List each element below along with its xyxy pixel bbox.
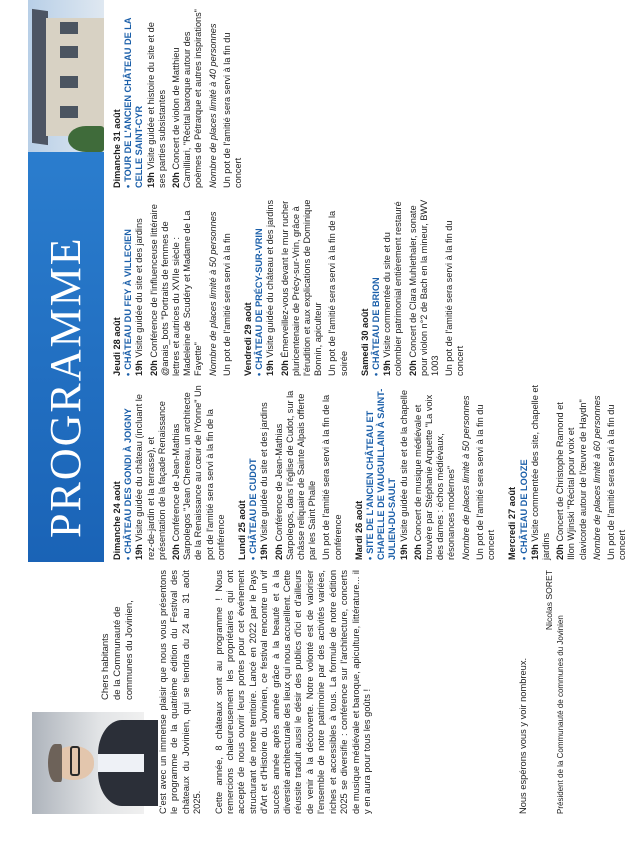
event-text: Concert de musique médiévale et trouvère par Stéphanie Arquette "La voix des dames : échos médiévaux, résonances modernes" (412, 394, 457, 560)
day-date: Dimanche 24 août (112, 481, 122, 560)
intro-paragraph: Cette année, 8 châteaux sont au programme ! Nous remercions chaleureusement les propriétaires qui ont accepté de nous ouvrir leurs portes pour cet événement structurant de notre territoire. Lancé en 2022 par le Pays d'Art et d'Histoire du Jovinien, ce festival rencontre un vif succès année après année grâce à la beauté et à la diversité architecturale des lieux qui nous accueillent. Cette réussite traduit aussi le désir des publics d'ici et d'ailleurs de venir à la découverte. Notre volonté est de valoriser l'ensemble de notre patrimoine par des activités variées, riches et accessibles à tous. La formule de notre édition 2025 se diversifie : conférence sur l'architecture, concerts de musique médiévale et baroque, apiculture, littérature... il y en aura pour tous les goûts ! (213, 570, 372, 814)
event-text: Nombre de places limité à 40 personnes (207, 23, 218, 188)
event-text: Conférence de Jean-Mathias Sarpolegos, dans l'église de Cudot, sur la châsse reliquaire de Sainte Alpais offerte par les Saint Phalle (273, 390, 318, 560)
program-column (112, 196, 582, 376)
event-hour: 19h (382, 360, 393, 376)
venue-name (371, 196, 382, 376)
program-day (112, 384, 227, 560)
program-day (112, 196, 233, 376)
venue-name (123, 196, 134, 376)
venue-label: CHÂTEAU DES GONDI À JOIGNY (123, 408, 134, 554)
president-photo (32, 712, 144, 814)
day-date: Dimanche 31 août (112, 109, 122, 188)
event-hour: 19h (529, 544, 540, 560)
program-event (134, 196, 145, 376)
event-hour: 19h (134, 544, 145, 560)
program-event (259, 384, 270, 560)
greeting-line: communes du Jovinien, (124, 600, 135, 700)
program-event (265, 196, 276, 376)
venue-name (254, 196, 265, 376)
program-event (592, 384, 603, 560)
bullet-icon: • (254, 372, 265, 376)
event-text: Concert de Clara Muhlethaler, sonate pour violon n°2 de Bach en la mineur, BWV 1003 (407, 199, 441, 376)
program-event (408, 196, 442, 376)
program-event (444, 196, 466, 376)
program-day (360, 196, 467, 376)
day-date: Mercredi 27 août (507, 486, 518, 560)
program-event (321, 384, 343, 560)
program-event (171, 384, 227, 560)
event-hour: 19h (398, 544, 409, 560)
program-event (208, 196, 219, 376)
closing-line: Nous espérons vous y voir nombreux. (518, 657, 528, 814)
greeting (100, 600, 136, 700)
venue-label: TOUR DE L'ANCIEN CHÂTEAU DE LA CELLE SAINT-CYR (123, 17, 145, 188)
event-text: Nombre de places limité à 60 personnes (591, 395, 602, 560)
program-event (171, 6, 205, 188)
event-text: Visite guidée du château (incluant le rez-de-jardin et la terrasse), et présentation de la façade Renaissance (134, 394, 167, 560)
day-date: Mardi 26 août (353, 500, 364, 560)
program-day (243, 196, 350, 376)
day-date: Jeudi 28 août (112, 317, 122, 376)
venue-label: CHÂTEAU DE LOOZE (518, 459, 529, 554)
event-text: Émerveillez-vous devant le mur rucher pluricentenaire de Précy-sur-Vrin, grâce à l'érudition et aux explications de Dominique Bonnin, apiculteur (279, 199, 324, 376)
signature-role: Président de la Communauté de communes du Jovinien (556, 615, 565, 814)
event-text: Visite commentée des site, chapelle et jardins (529, 384, 551, 560)
program-event (222, 6, 244, 188)
program-event (413, 384, 458, 560)
event-hour: 20h (171, 544, 182, 560)
program-event (146, 6, 168, 188)
program-day (112, 6, 244, 188)
event-text: Visite guidée du château et des jardins (265, 199, 276, 358)
event-text: Un pot de l'amitié sera servi à la fin du concert (605, 404, 628, 560)
program-event (399, 384, 410, 560)
page-title: PROGRAMME (41, 236, 90, 538)
venue-label: SITE DE L'ANCIEN CHÂTEAU ET CHAPELLE DE VAUGUILLAIN À SAINT-JULIEN-DU-SAULT (365, 388, 398, 560)
event-hour: 20h (555, 544, 566, 560)
bullet-icon: • (518, 556, 529, 560)
program-column (112, 384, 628, 560)
event-text: Concert de violon de Matthieu Camilliari, "Récital baroque autour des poèmes de Pétrarque et autres inspirations" (171, 9, 204, 188)
greeting-line: de la Communauté de (112, 606, 123, 700)
venue-label: CHÂTEAU DU FEY À VILLECIEN (123, 229, 134, 370)
greeting-line: Chers habitants (100, 633, 111, 700)
program-event (530, 384, 552, 560)
event-hour: 20h (273, 544, 284, 560)
venue-label: CHÂTEAU DE CUDOT (248, 458, 259, 554)
venue-name (519, 384, 530, 560)
event-text: Visite guidée du site et des jardins (134, 218, 145, 358)
program-event (382, 196, 404, 376)
program-day (507, 384, 628, 560)
program-event (461, 384, 472, 560)
day-date: Samedi 30 août (359, 308, 370, 376)
event-hour: 19h (134, 360, 145, 376)
bullet-icon: • (123, 184, 134, 188)
event-text: Visite guidée et histoire du site et de ses parties subsistantes (145, 22, 167, 188)
event-text: Nombre de places limité à 50 personnes (207, 211, 218, 376)
event-hour: 20h (148, 360, 159, 376)
event-hour: 20h (279, 360, 290, 376)
program-day (354, 384, 497, 560)
event-text: Conférence de l'influenceuse littéraire @anais_bots "Portraits de femmes de lettres et autrices du XVIIe siècle : Madeleine de Scudéry et Madame de La Fayette" (148, 204, 204, 376)
bullet-icon: • (123, 556, 134, 560)
program-event (475, 384, 497, 560)
venue-name (123, 384, 134, 560)
program-event (149, 196, 205, 376)
intro-text (158, 570, 383, 814)
program-day (237, 384, 344, 560)
event-text: Un pot de l'amitié sera servi à la fin de la soirée (327, 210, 349, 376)
intro-paragraph: C'est avec un immense plaisir que nous vous présentons le programme de la quatrième édition du Festival des châteaux du Jovinien, qui se tiendra du 24 au 31 août 2025. (158, 570, 203, 814)
program-event (327, 196, 349, 376)
event-hour: 19h (265, 360, 276, 376)
program-column (112, 6, 582, 188)
program-event (208, 6, 219, 188)
venue-label: CHÂTEAU DE BRION (371, 277, 382, 370)
event-hour: 20h (412, 544, 423, 560)
event-text: Visite guidée du site et de la chapelle (398, 390, 409, 542)
venue-name (123, 6, 145, 188)
event-text: Un pot de l'amitié sera servi à la fin (221, 233, 232, 376)
program-event (134, 384, 168, 560)
program-event (555, 384, 589, 560)
program-event (222, 196, 233, 376)
venue-name (248, 384, 259, 560)
event-text: Concert de Christophe Ramond et Illon Wjinski "Récital pour voix et clavicorde autour de l'œuvre de Haydn" (555, 399, 588, 560)
program-event (274, 384, 319, 560)
event-hour: 19h (145, 172, 156, 188)
venue-name (365, 384, 399, 560)
program-event (280, 196, 325, 376)
bullet-icon: • (365, 556, 376, 560)
event-text: Visite commentée du site et du colombier patrimonial entièrement restauré (382, 201, 404, 376)
event-hour: 20h (171, 172, 182, 188)
venue-label: CHÂTEAU DE PRÉCY-SUR-VRIN (254, 228, 265, 370)
event-text: Un pot de l'amitié sera servi à la fin du concert (444, 220, 466, 376)
program-event (606, 384, 628, 560)
intro-column (0, 562, 595, 842)
day-date: Vendredi 29 août (243, 302, 254, 376)
day-date: Lundi 25 août (237, 500, 248, 560)
signature-name: Nicolas SORET (544, 570, 554, 631)
event-text: Un pot de l'amitié sera servi à la fin du concert (474, 404, 497, 560)
castle-photo (28, 0, 104, 152)
event-text: Visite guidée du site et des jardins (259, 402, 270, 542)
event-text: Un pot de l'amitié sera servi à la fin du concert (221, 32, 244, 188)
event-text: Un pot de l'amitié sera servi à la fin de la conférence (321, 394, 343, 560)
event-text: Nombre de places limité à 50 personnes (460, 395, 471, 560)
event-hour: 19h (259, 544, 270, 560)
bullet-icon: • (123, 372, 134, 376)
event-hour: 20h (407, 360, 418, 376)
event-text: Conférence de Jean-Mathias Sarpolegos "Jean Chereau, un architecte de la Renaissance au cœur de l'Yonne" Un pot de l'amitié sera servi à la fin de la conférence (171, 385, 226, 560)
bullet-icon: • (371, 372, 382, 376)
bullet-icon: • (248, 556, 259, 560)
